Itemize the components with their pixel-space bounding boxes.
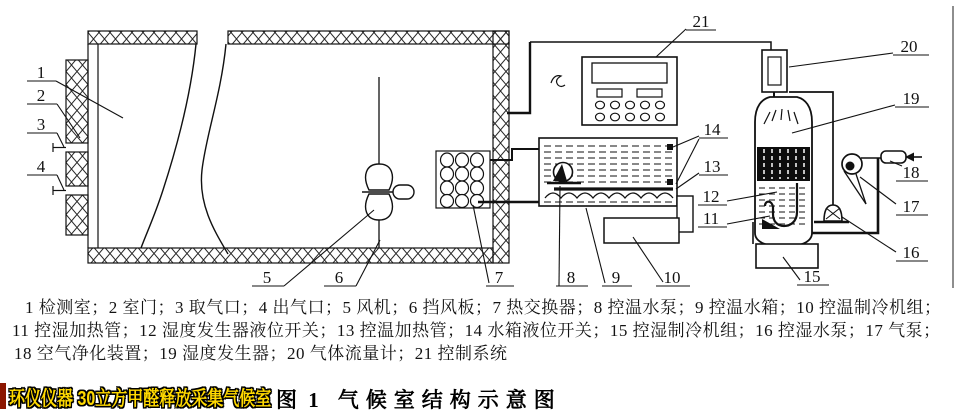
fan xyxy=(362,164,414,220)
humidity-generator xyxy=(755,97,812,247)
gas-flow-meter xyxy=(762,50,787,98)
callout-2: 2 xyxy=(36,86,46,105)
callout-17: 17 xyxy=(902,197,920,216)
fan-blade-top xyxy=(366,164,393,190)
callout-16: 16 xyxy=(902,243,920,262)
legend-line-2: 11 控湿加热管；12 湿度发生器液位开关；13 控温加热管；14 水箱液位开关；15 控湿制冷机组；16 控湿水泵；17 气泵； xyxy=(12,321,941,340)
temp-refrigeration-unit xyxy=(604,218,679,243)
callout-11: 11 xyxy=(702,209,720,228)
figure-title: 气候室结构示意图 xyxy=(337,388,562,412)
panel-wire-curl xyxy=(551,76,565,87)
watermark-text: 环仪仪器 30立方甲醛释放采集气候室 xyxy=(9,387,272,410)
air-sampling-port xyxy=(53,143,66,152)
door-panel-lower xyxy=(66,195,88,235)
legend-line-3: 18 空气净化装置；19 湿度发生器；20 气体流量计；21 控制系统 xyxy=(14,344,508,363)
chamber-wall-top-right xyxy=(228,31,509,44)
callout-19: 19 xyxy=(902,89,920,108)
callout-15: 15 xyxy=(803,267,821,286)
callout-6: 6 xyxy=(334,268,344,287)
chamber-door xyxy=(53,60,88,235)
test-chamber-walls xyxy=(88,31,509,263)
watermark-red-bar xyxy=(0,383,6,409)
callout-7: 7 xyxy=(494,268,504,287)
callout-21: 21 xyxy=(692,12,710,31)
humidity-water-pump xyxy=(814,205,849,222)
callout-13: 13 xyxy=(703,157,721,176)
component-legend xyxy=(12,296,948,365)
generator-packing-band xyxy=(757,147,810,181)
heat-exchanger-coils xyxy=(441,153,484,208)
callout-20: 20 xyxy=(900,37,918,56)
callout-3: 3 xyxy=(36,115,46,134)
chamber-wall-right xyxy=(493,31,509,263)
control-system-panel xyxy=(551,57,677,125)
figure-number: 图 1 xyxy=(276,388,322,412)
callout-10: 10 xyxy=(663,268,681,287)
callout-8: 8 xyxy=(566,268,576,287)
break-lines xyxy=(141,44,228,254)
legend-line-1: 1 检测室；2 室门；3 取气口；4 出气口；5 风机；6 挡风板；7 热交换器；8 控温水泵；9 控温水箱；10 控温制冷机组； xyxy=(25,298,942,317)
door-panel-middle xyxy=(66,152,88,186)
fan-motor xyxy=(393,185,414,199)
air-outlet-port xyxy=(53,186,66,195)
heat-exchanger xyxy=(436,151,490,208)
panel-display xyxy=(592,63,667,83)
chamber-wall-bottom xyxy=(88,248,493,263)
callout-5: 5 xyxy=(262,268,272,287)
chamber-wall-top-left xyxy=(88,31,197,44)
callout-9: 9 xyxy=(611,268,621,287)
callout-18: 18 xyxy=(902,163,920,182)
humidity-refrigeration-unit xyxy=(756,244,818,268)
fan-blade-bottom xyxy=(366,194,393,220)
callout-1: 1 xyxy=(36,63,46,82)
callout-4: 4 xyxy=(36,157,46,176)
air-purifier xyxy=(881,151,922,163)
figure-caption xyxy=(276,384,562,414)
panel-readout-left xyxy=(597,89,622,97)
sampling-line xyxy=(530,42,771,50)
panel-readout-right xyxy=(637,89,662,97)
callout-14: 14 xyxy=(703,120,721,139)
door-panel-upper xyxy=(66,60,88,143)
callout-12: 12 xyxy=(702,187,720,206)
